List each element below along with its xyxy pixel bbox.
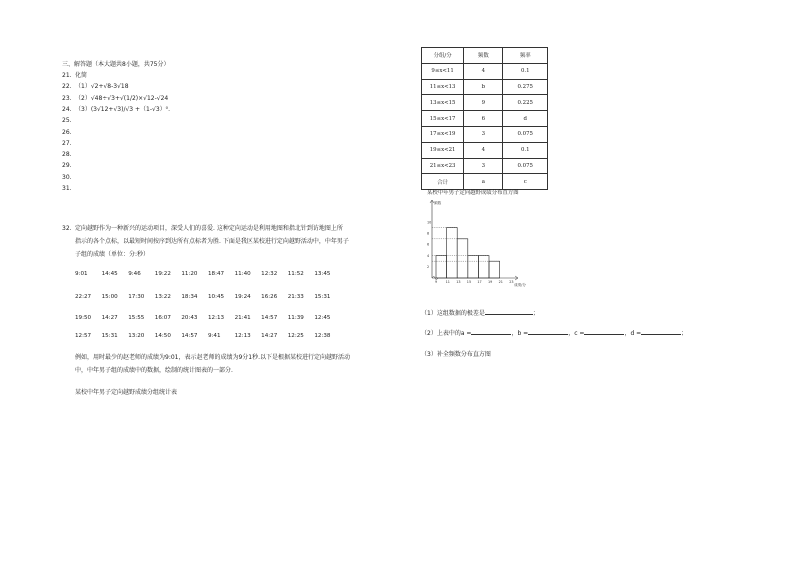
table-cell: d [503,111,548,127]
histogram-title: 某校中年男子定向越野成绩分布直方图 [427,190,519,196]
label-a: a = [460,330,472,337]
table-row [422,63,548,79]
y-tick-label: 6 [427,242,430,247]
table-row [422,79,548,95]
score-value: 12:38 [314,333,331,339]
score-value: 9:46 [128,271,141,277]
score-value: 11:40 [234,271,251,277]
histogram-bar [489,261,500,278]
x-tick-label: 11 [445,280,450,284]
table-header-cell: 频数 [464,48,503,64]
question-number: 21. [62,72,72,79]
score-value: 18:34 [181,294,198,300]
table-cell: 3 [464,126,503,142]
score-value: 13:45 [314,271,331,277]
score-value: 14:57 [181,333,198,339]
score-value: 12:57 [75,333,92,339]
histogram-bar [436,256,447,278]
x-tick-label: 13 [456,280,461,284]
score-value: 11:20 [181,271,198,277]
score-value: 12:13 [234,333,251,339]
table-cell: b [464,79,503,95]
question-number: 25. [62,117,72,125]
table-header-row [422,48,548,64]
frequency-table [421,47,548,190]
score-value: 19:24 [234,294,251,300]
table-cell: 4 [464,63,503,79]
section-heading: 三、解答题（本大题共8小题，共75分） [62,61,170,68]
score-value: 12:32 [261,271,278,277]
score-row [75,333,341,339]
question-number: 27. [62,139,72,147]
score-value: 19:50 [75,315,92,321]
score-value: 11:39 [287,315,304,321]
x-tick-label: 9 [435,280,438,284]
y-tick-label: 2 [427,265,430,270]
q32-note-line2: 中，中年男子组的成绩中的数据，绘制的统计图表的一部分. [75,367,233,374]
table-row [422,174,548,190]
score-value: 13:20 [128,333,145,339]
subquestion-2 [421,329,687,338]
table-cell: 9 [464,95,503,111]
table-cell: a [464,174,503,190]
score-value: 12:13 [207,315,225,321]
question-number: 24. [62,105,72,113]
histogram-bar [478,256,489,278]
score-value: 9:01 [75,271,88,277]
table-row [422,111,548,127]
score-value: 16:07 [154,315,171,321]
question-text: （2）√48÷√3+√(1/2)×√12-√24 [75,94,169,102]
score-value: 9:41 [207,333,221,339]
question-text: 化简 [75,72,88,79]
table-cell: c [503,174,548,190]
score-row [75,271,341,277]
score-value: 18:47 [207,271,225,277]
q32-text-line2: 指示的各个点标，以最短时间按序到达所有点标者为胜. 下面是我区某校进行定向越野活动中，中年男子 [75,238,349,245]
score-value: 15:31 [314,294,331,300]
histogram-bar [468,256,479,278]
score-value: 14:57 [261,315,278,321]
table-cell: 9≤x<11 [422,63,464,79]
table-cell: 6 [464,111,503,127]
subquestion-2-end: ； [681,330,688,337]
table-cell: 19≤x<21 [422,142,464,158]
question-number: 29. [62,162,72,170]
score-row [75,294,341,300]
answer-a-blank[interactable] [471,329,511,335]
question-text: （1）√2+√8-3√18 [75,83,129,91]
score-value: 15:55 [128,315,145,321]
table-cell: 4 [464,142,503,158]
score-value: 14:27 [101,315,118,321]
x-tick-label: 23 [509,280,514,284]
histogram-bar [457,239,468,278]
question-number: 22. [62,83,72,91]
table-cell: 21≤x<23 [422,158,464,174]
question-text: （3）(3√12+√3)/√3 +（1-√3）⁰. [75,105,170,113]
q32-text-line1: 定向越野作为一种新兴的运动项目，深受人们的喜爱. 这种定向运动是利用地图和指北针到访地图上所 [75,225,343,232]
x-tick-label: 19 [488,280,493,284]
table-caption: 某校中年男子定向越野成绩分组统计表 [75,389,178,396]
score-value: 12:45 [314,315,331,321]
label-b: ，b = [511,330,529,337]
x-tick-label: 21 [498,280,503,284]
score-value: 14:27 [261,333,278,339]
subquestion-1-end: ； [532,310,539,317]
table-cell: 0.075 [503,158,548,174]
subquestion-3: （3）补全频数分布直方图 [421,351,491,358]
score-value: 20:43 [181,315,198,321]
score-value: 17:30 [128,294,145,300]
table-cell: 13≤x<15 [422,95,464,111]
q32-number: 32. [62,225,72,232]
score-value: 14:45 [101,271,118,277]
table-cell: 0.225 [503,95,548,111]
score-value: 10:45 [207,294,225,300]
score-value: 15:31 [101,333,118,339]
table-cell: 0.1 [503,142,548,158]
y-tick-label: 10 [427,220,432,225]
subquestion-2-text: （2）上表中的 [421,330,461,337]
label-d: ，d = [624,330,642,337]
question-number: 31. [62,185,72,192]
histogram [418,196,528,292]
x-tick-label: 15 [466,280,472,284]
score-value: 21:41 [234,315,251,321]
score-value: 12:25 [287,333,304,339]
score-value: 13:22 [154,294,171,300]
question-number: 28. [62,151,72,159]
table-cell: 3 [464,158,503,174]
score-row [75,315,341,321]
table-cell: 17≤x<19 [422,126,464,142]
label-c: ，c = [568,330,585,337]
table-header-cell: 频率 [503,48,548,64]
range-answer-blank[interactable] [485,309,533,315]
table-cell: 0.1 [503,63,548,79]
answer-b-blank[interactable] [528,329,568,335]
table-cell: 0.275 [503,79,548,95]
table-cell: 0.075 [503,126,548,142]
table-header-cell: 分组/分 [422,48,464,64]
table-row [422,126,548,142]
x-tick-label: 17 [477,280,482,284]
table-cell: 11≤x<13 [422,79,464,95]
y-tick-label: 8 [427,231,430,236]
q32-note-line1: 例如，用时最少的赵老师的成绩为9:01，表示赵老师的成绩为9分1秒.以下是根据某校进行定向越野活动 [75,354,351,361]
histogram-bar [447,228,458,278]
score-value: 14:50 [154,333,171,339]
score-value: 21:33 [287,294,304,300]
x-axis-label: 成绩/分 [514,283,526,287]
subquestion-1-text: （1）这组数据的极差是 [421,310,485,317]
score-value: 15:00 [101,294,118,300]
score-value: 22:27 [75,294,92,300]
y-axis-label: 频数 [434,201,442,205]
table-cell: 15≤x<17 [422,111,464,127]
subquestion-1 [421,309,539,318]
table-row [422,95,548,111]
table-row [422,158,548,174]
table-cell: 合计 [422,174,464,190]
y-tick-label: 4 [427,253,430,258]
table-row [422,142,548,158]
answer-d-blank[interactable] [641,329,681,335]
answer-c-blank[interactable] [584,329,624,335]
question-number: 30. [62,173,72,181]
score-value: 16:26 [261,294,278,300]
question-number: 26. [62,128,72,136]
score-value: 19:22 [154,271,171,277]
question-number: 23. [62,94,72,102]
score-value: 11:52 [287,271,304,277]
q32-text-line3: 子组的成绩（单位：分:秒） [75,251,150,258]
